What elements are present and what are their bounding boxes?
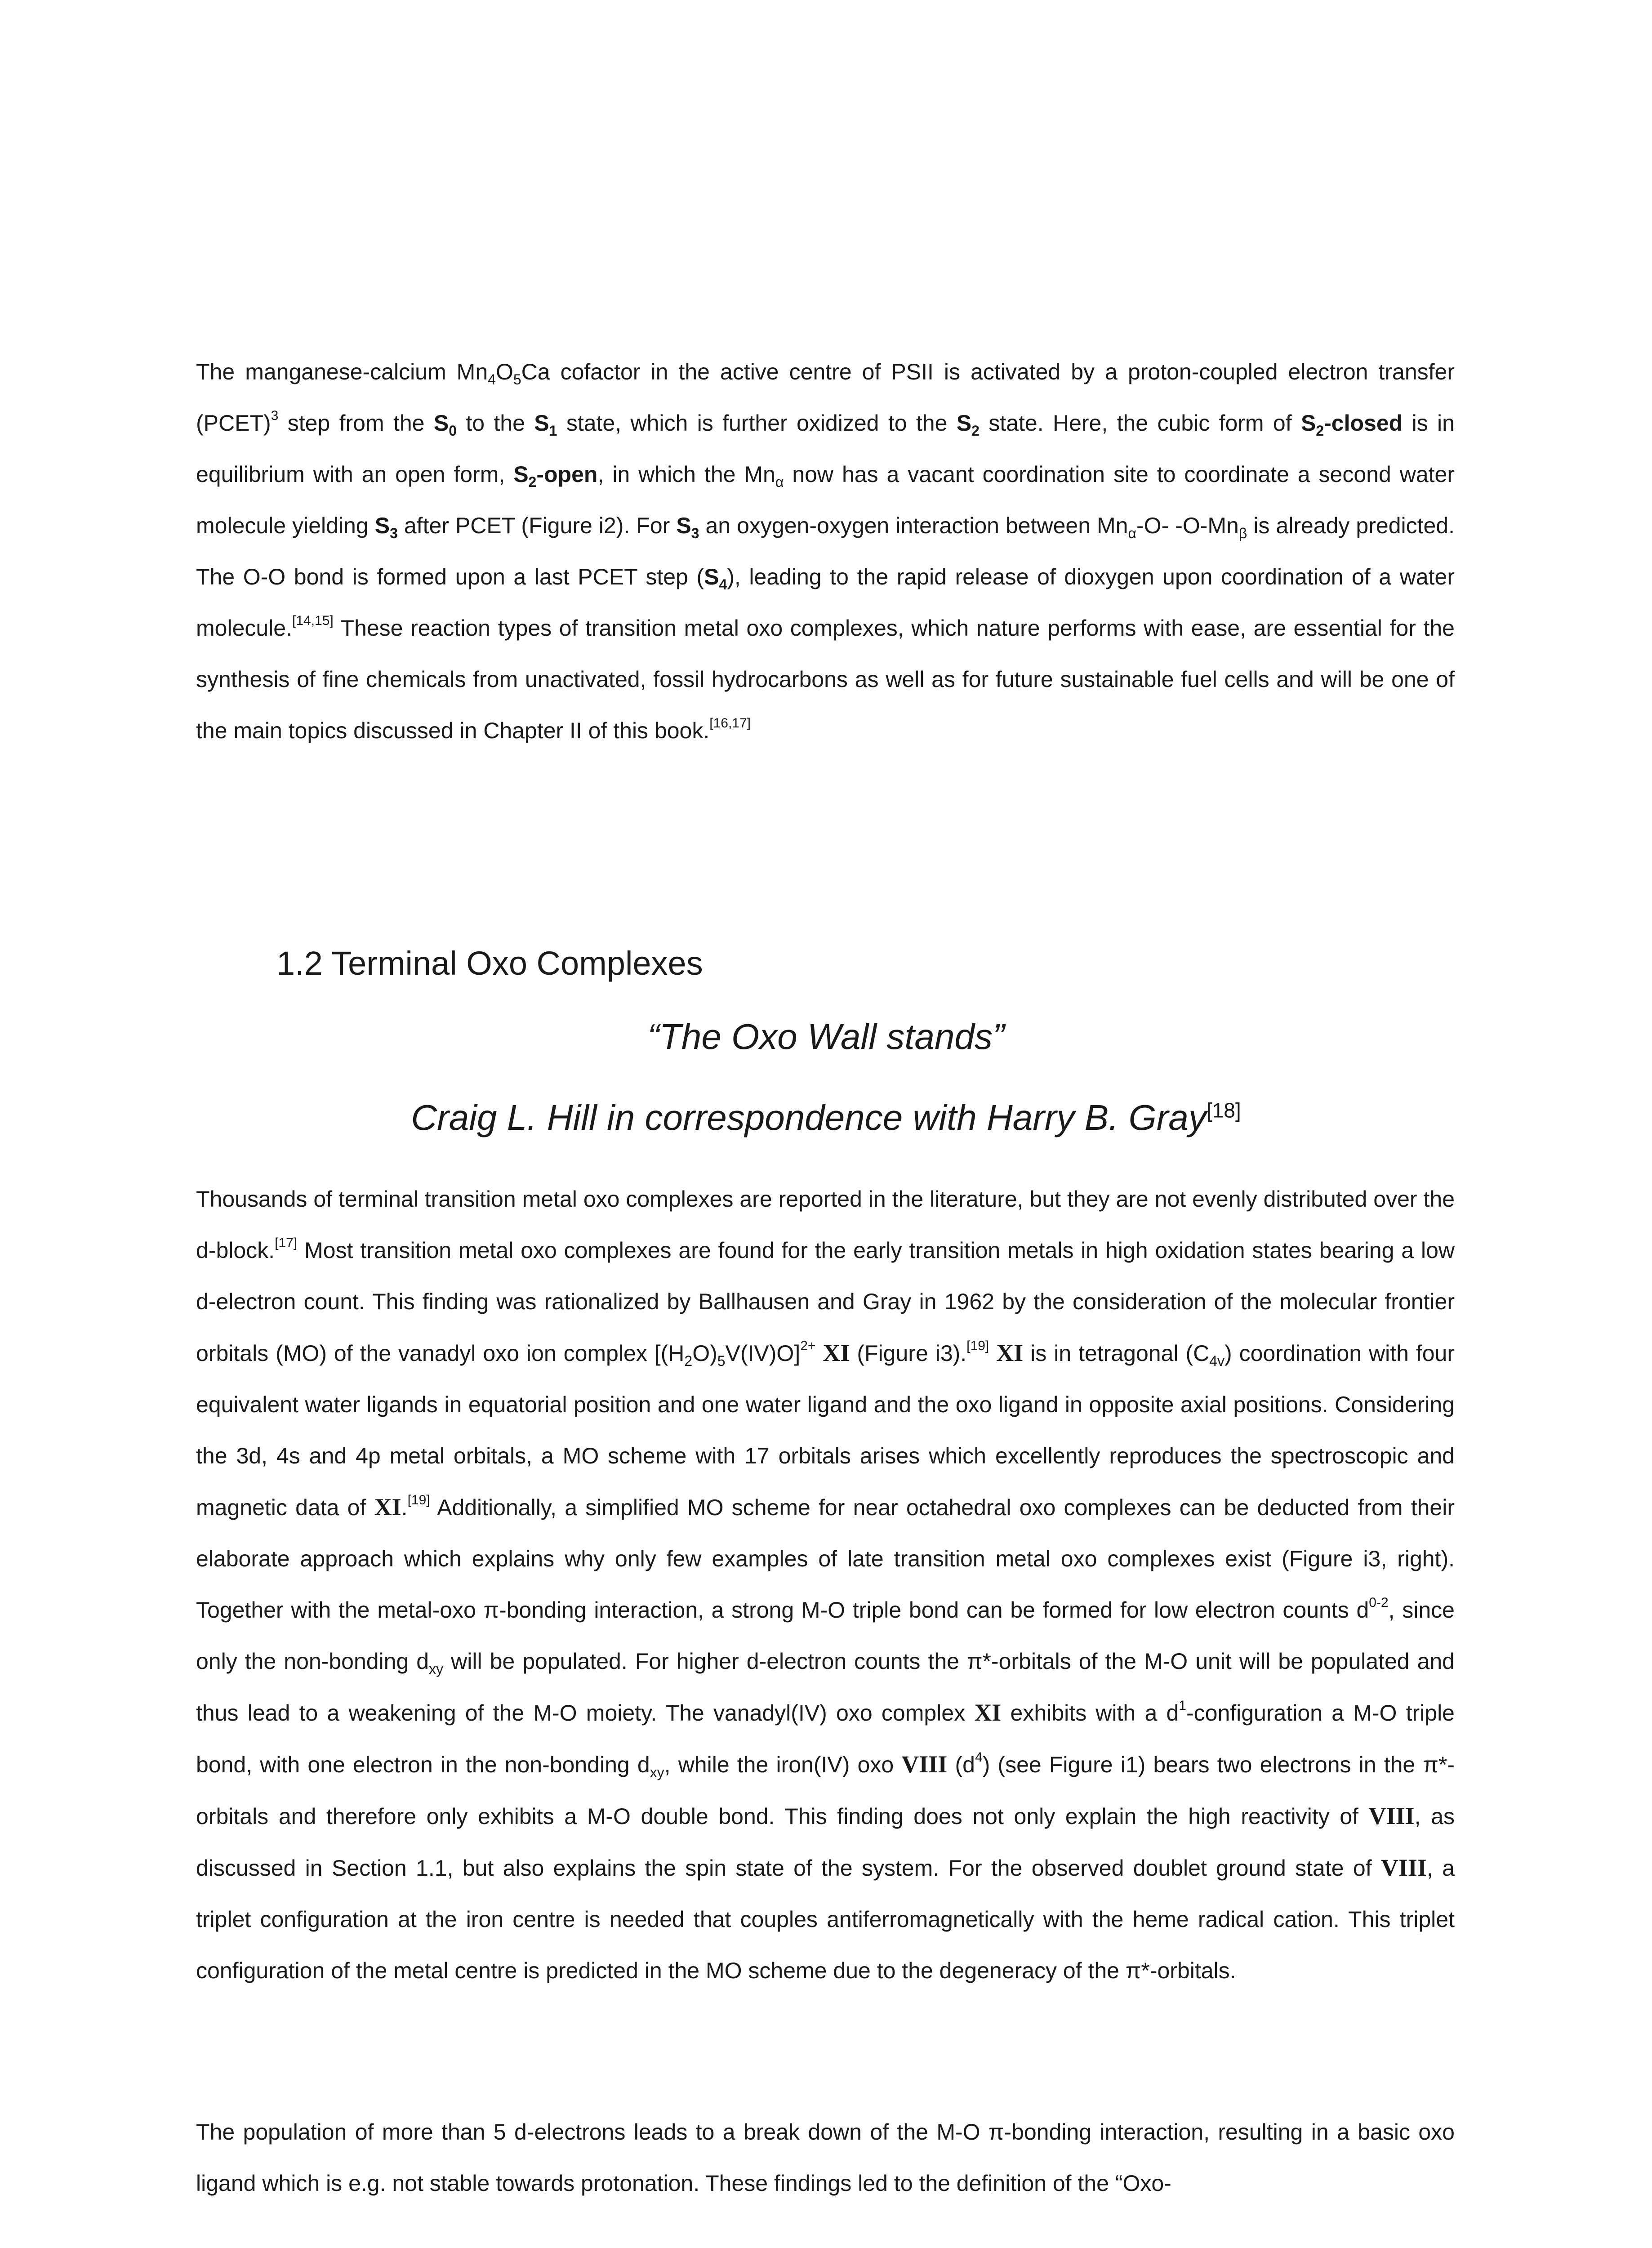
subscript: α xyxy=(1128,525,1136,541)
compound-label: XI xyxy=(374,1494,401,1521)
compound-label: VIII xyxy=(1368,1802,1415,1829)
text: now has a vacant coordination site to coordinate a second water molecule yielding xyxy=(196,462,1455,538)
citation: [19] xyxy=(966,1338,989,1354)
text: O xyxy=(495,359,513,384)
state-s2-closed: $S_2$-closed xyxy=(1301,410,1403,439)
text: -O- -O-Mn xyxy=(1136,513,1239,538)
epigraph-author: Craig L. Hill in correspondence with Harry B. Gray[18] xyxy=(411,1097,1241,1137)
text: is in equilibrium with an open form, xyxy=(196,410,1455,487)
subscript: 4 xyxy=(488,371,496,388)
state-s1: $S_1$ xyxy=(534,410,557,439)
citation: [19] xyxy=(407,1493,430,1508)
footnote-ref: 3 xyxy=(271,408,279,424)
state-s3: $S_3$ xyxy=(676,513,699,541)
compound-label: XI xyxy=(974,1699,1002,1726)
state-s0: $S_0$ xyxy=(433,410,457,439)
compound-label: VIII xyxy=(901,1751,948,1778)
state-s4: $S_4$ xyxy=(704,564,727,593)
text: state, which is further oxidized to the xyxy=(557,410,957,436)
text: The manganese-calcium Mn xyxy=(196,359,488,384)
section-heading: 1.2 Terminal Oxo Complexes xyxy=(276,945,703,982)
text: , in which the Mn xyxy=(597,462,775,487)
text: state. Here, the cubic form of xyxy=(979,410,1301,436)
compound-label: XI xyxy=(996,1339,1024,1366)
text: These reaction types of transition metal oxo complexes, which nature performs with ease, are essential for the synthesis of fine chemicals from unactivated, fossil hydrocarbons as well as for future sustainable fuel cells and will be one of the main topics discussed in Chapter II of this book. xyxy=(196,616,1455,743)
citation: [16,17] xyxy=(709,716,751,731)
epigraph-quote: “The Oxo Wall stands” xyxy=(647,1017,1005,1057)
compound-label: VIII xyxy=(1380,1854,1427,1881)
text: ), leading to the rapid release of dioxygen upon coordination of a water molecule. xyxy=(196,564,1455,641)
text: after PCET (Figure i2). For xyxy=(397,513,677,538)
subscript: 5 xyxy=(513,371,521,388)
state-s2-open: $S_2$-open xyxy=(513,462,598,490)
citation: [18] xyxy=(1206,1098,1241,1122)
paragraph-oxo-population: The population of more than 5 d-electrons leads to a break down of the M-O π-bonding interaction, resulting in a basic oxo ligand which is e.g. not stable towards protonation. These findings led to the definition of the “Oxo- xyxy=(196,2119,1455,2196)
paragraph-psii-cofactor xyxy=(196,346,1455,756)
citation: [14,15] xyxy=(292,613,334,629)
text: an oxygen-oxygen interaction between Mn xyxy=(699,513,1128,538)
text: step from the xyxy=(278,410,434,436)
citation: [17] xyxy=(275,1236,298,1251)
subscript: α xyxy=(775,474,784,490)
subscript: β xyxy=(1238,525,1247,541)
compound-label: XI xyxy=(823,1339,850,1366)
text: Ca cofactor in the active centre of PSII is activated by a proton-coupled electron transfer (PCET) xyxy=(196,359,1455,436)
text: is already predicted. The O-O bond is formed upon a last PCET step ( xyxy=(196,513,1455,589)
state-s2: $S_2$ xyxy=(956,410,980,439)
text: to the xyxy=(456,410,534,436)
state-s3: $S_3$ xyxy=(374,513,398,541)
paragraph-oxo-wall: Thousands of terminal transition metal oxo complexes are reported in the literature, but they are not evenly distributed over the d-block.[17] Most transition metal oxo complexes are found for the early transition metals in high oxidation states bearing a low d-electron count. This finding was rationalized by Ballhausen and Gray in 1962 by the consideration of the molecular frontier orbitals (MO) of the vanadyl oxo ion complex $[(H_2O)_5V(IV)O]^{2+}$ XI (Figure i3).[19] XI is in tetragonal $(C_{4v})$ coordination with four equivalent water ligands in equatorial position and one water ligand and the oxo ligand in opposite axial positions. Considering the 3d, 4s and 4p metal orbitals, a MO scheme with 17 orbitals arises which excellently reproduces the spectroscopic and magnetic data of XI.[19] Additionally, a simplified MO scheme for near octahedral oxo complexes can be deducted from their elaborate approach which explains why only few examples of late transition metal oxo complexes exist (Figure i3, right). Together with the metal-oxo π-bonding interaction, a strong M-O triple bond can be formed for low electron counts $d^{0-2}$, since only the non-bonding $d_{xy}$ will be populated. For higher d-electron counts the π*-orbitals of the M-O unit will be populated and thus lead to a weakening of the M-O moiety. The vanadyl(IV) oxo complex XI exhibits with a $d^1$-configuration a M-O triple bond, with one electron in the non-bonding $d_{xy}$, while the iron(IV) oxo VIII $(d^4)$ (see Figure i1) bears two electrons in the π*-orbitals and therefore only exhibits a M-O double bond. This finding does not only explain the high reactivity of VIII, as discussed in Section 1.1, but also explains the spin state of the system. For the observed doublet ground state of VIII, a triplet configuration at the iron centre is needed that couples antiferromagnetically with the heme radical cation. This triplet configuration of the metal centre is predicted in the MO scheme due to the degeneracy of the π*-orbitals. xyxy=(196,1186,1455,1983)
